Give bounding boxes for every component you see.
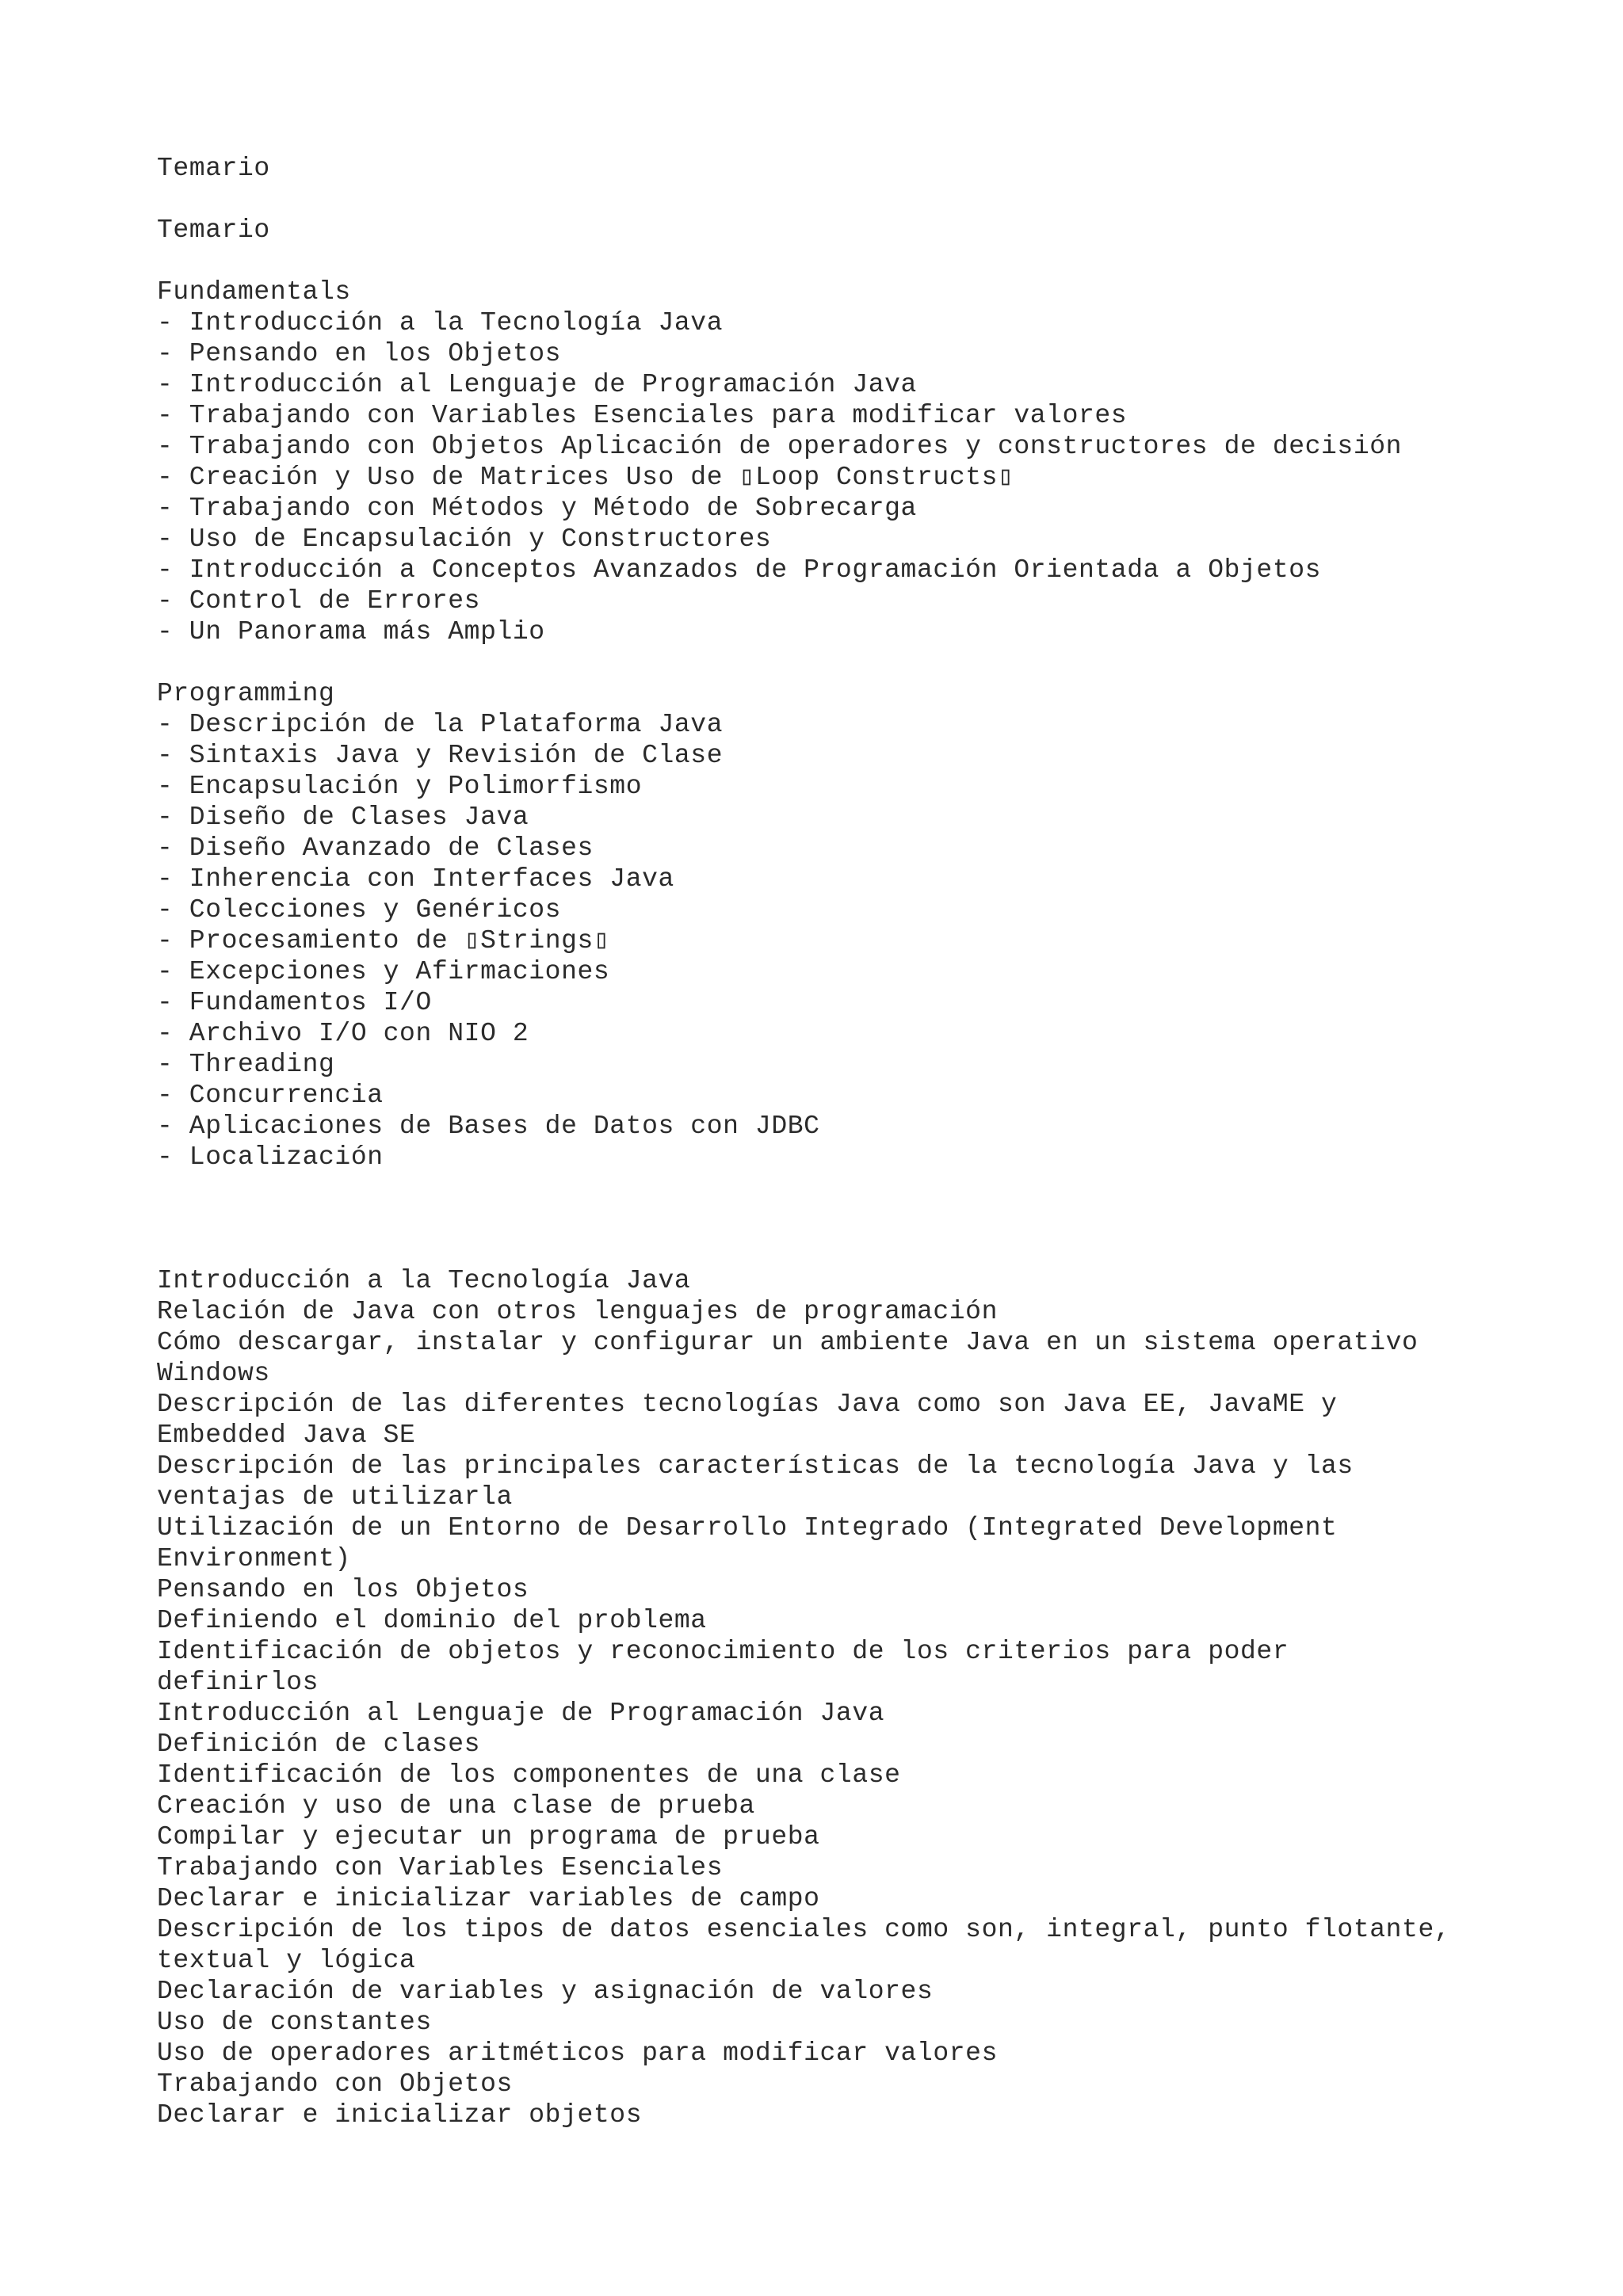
detail-line: textual y lógica <box>157 1946 416 1975</box>
fundamentals-item: - Trabajando con Variables Esenciales para modificar valores <box>157 401 1128 430</box>
programming-item: - Encapsulación y Polimorfismo <box>157 772 643 801</box>
programming-item: - Colecciones y Genéricos <box>157 895 562 925</box>
detail-line: Embedded Java SE <box>157 1421 416 1450</box>
programming-list <box>157 709 1583 1173</box>
fundamentals-list <box>157 307 1583 647</box>
document-subtitle: Temario <box>157 215 270 245</box>
detail-line: Introducción al Lenguaje de Programación Java <box>157 1699 885 1728</box>
programming-item: - Aplicaciones de Bases de Datos con JDBC <box>157 1112 820 1141</box>
document-title: Temario <box>157 154 270 183</box>
detail-line: ventajas de utilizarla <box>157 1482 513 1512</box>
programming-item: - Descripción de la Plataforma Java <box>157 710 724 739</box>
spacer <box>157 1173 1583 1265</box>
fundamentals-item: - Control de Errores <box>157 586 481 616</box>
programming-item: - Threading <box>157 1050 335 1079</box>
detail-line: Identificación de objetos y reconocimiento de los criterios para poder <box>157 1637 1289 1666</box>
detail-line: Trabajando con Variables Esenciales <box>157 1853 724 1882</box>
programming-item: - Localización <box>157 1142 384 1172</box>
fundamentals-item: - Creación y Uso de Matrices Uso de ▯Loop Constructs▯ <box>157 463 1014 492</box>
detail-line: Descripción de los tipos de datos esenciales como son, integral, punto flotante, <box>157 1915 1451 1944</box>
details-section <box>157 1265 1583 2130</box>
detail-line: Definiendo el dominio del problema <box>157 1606 707 1635</box>
detail-line: Pensando en los Objetos <box>157 1575 529 1604</box>
detail-line: Cómo descargar, instalar y configurar un ambiente Java en un sistema operativo <box>157 1328 1419 1357</box>
detail-line: Descripción de las principales características de la tecnología Java y las <box>157 1451 1354 1481</box>
detail-line: Creación y uso de una clase de prueba <box>157 1791 755 1821</box>
detail-line: Relación de Java con otros lenguajes de programación <box>157 1297 998 1326</box>
detail-line: Environment) <box>157 1544 351 1573</box>
detail-line: Compilar y ejecutar un programa de prueba <box>157 1822 820 1852</box>
detail-line: Introducción a la Tecnología Java <box>157 1266 691 1295</box>
fundamentals-item: - Introducción a Conceptos Avanzados de Programación Orientada a Objetos <box>157 555 1322 585</box>
detail-line: Declaración de variables y asignación de valores <box>157 1977 934 2006</box>
programming-item: - Procesamiento de ▯Strings▯ <box>157 926 610 955</box>
detail-line: Uso de operadores aritméticos para modificar valores <box>157 2039 998 2068</box>
programming-item: - Sintaxis Java y Revisión de Clase <box>157 741 724 770</box>
programming-item: - Excepciones y Afirmaciones <box>157 957 610 986</box>
fundamentals-heading: Fundamentals <box>157 277 351 307</box>
detail-line: Trabajando con Objetos <box>157 2069 513 2099</box>
fundamentals-item: - Introducción al Lenguaje de Programación Java <box>157 370 917 399</box>
programming-item: - Fundamentos I/O <box>157 988 432 1017</box>
detail-line: definirlos <box>157 1668 319 1697</box>
detail-line: Identificación de los componentes de una clase <box>157 1760 901 1790</box>
spacer <box>157 647 1583 678</box>
programming-item: - Inherencia con Interfaces Java <box>157 864 674 894</box>
detail-line: Declarar e inicializar objetos <box>157 2100 643 2130</box>
programming-item: - Concurrencia <box>157 1081 384 1110</box>
programming-heading: Programming <box>157 679 335 708</box>
fundamentals-item: - Pensando en los Objetos <box>157 339 562 368</box>
detail-line: Utilización de un Entorno de Desarrollo Integrado (Integrated Development <box>157 1513 1338 1543</box>
detail-line: Uso de constantes <box>157 2008 432 2037</box>
document-body <box>157 153 1583 2130</box>
fundamentals-item: - Introducción a la Tecnología Java <box>157 308 724 338</box>
spacer <box>157 246 1583 277</box>
programming-item: - Diseño Avanzado de Clases <box>157 833 594 863</box>
detail-line: Declarar e inicializar variables de campo <box>157 1884 820 1913</box>
detail-line: Descripción de las diferentes tecnologías Java como son Java EE, JavaME y <box>157 1390 1338 1419</box>
programming-item: - Archivo I/O con NIO 2 <box>157 1019 529 1048</box>
fundamentals-item: - Un Panorama más Amplio <box>157 617 545 646</box>
detail-line: Windows <box>157 1359 270 1388</box>
fundamentals-item: - Uso de Encapsulación y Constructores <box>157 524 772 554</box>
fundamentals-item: - Trabajando con Métodos y Método de Sobrecarga <box>157 494 917 523</box>
programming-item: - Diseño de Clases Java <box>157 803 529 832</box>
spacer <box>157 184 1583 215</box>
fundamentals-item: - Trabajando con Objetos Aplicación de operadores y constructores de decisión <box>157 432 1403 461</box>
detail-line: Definición de clases <box>157 1730 481 1759</box>
